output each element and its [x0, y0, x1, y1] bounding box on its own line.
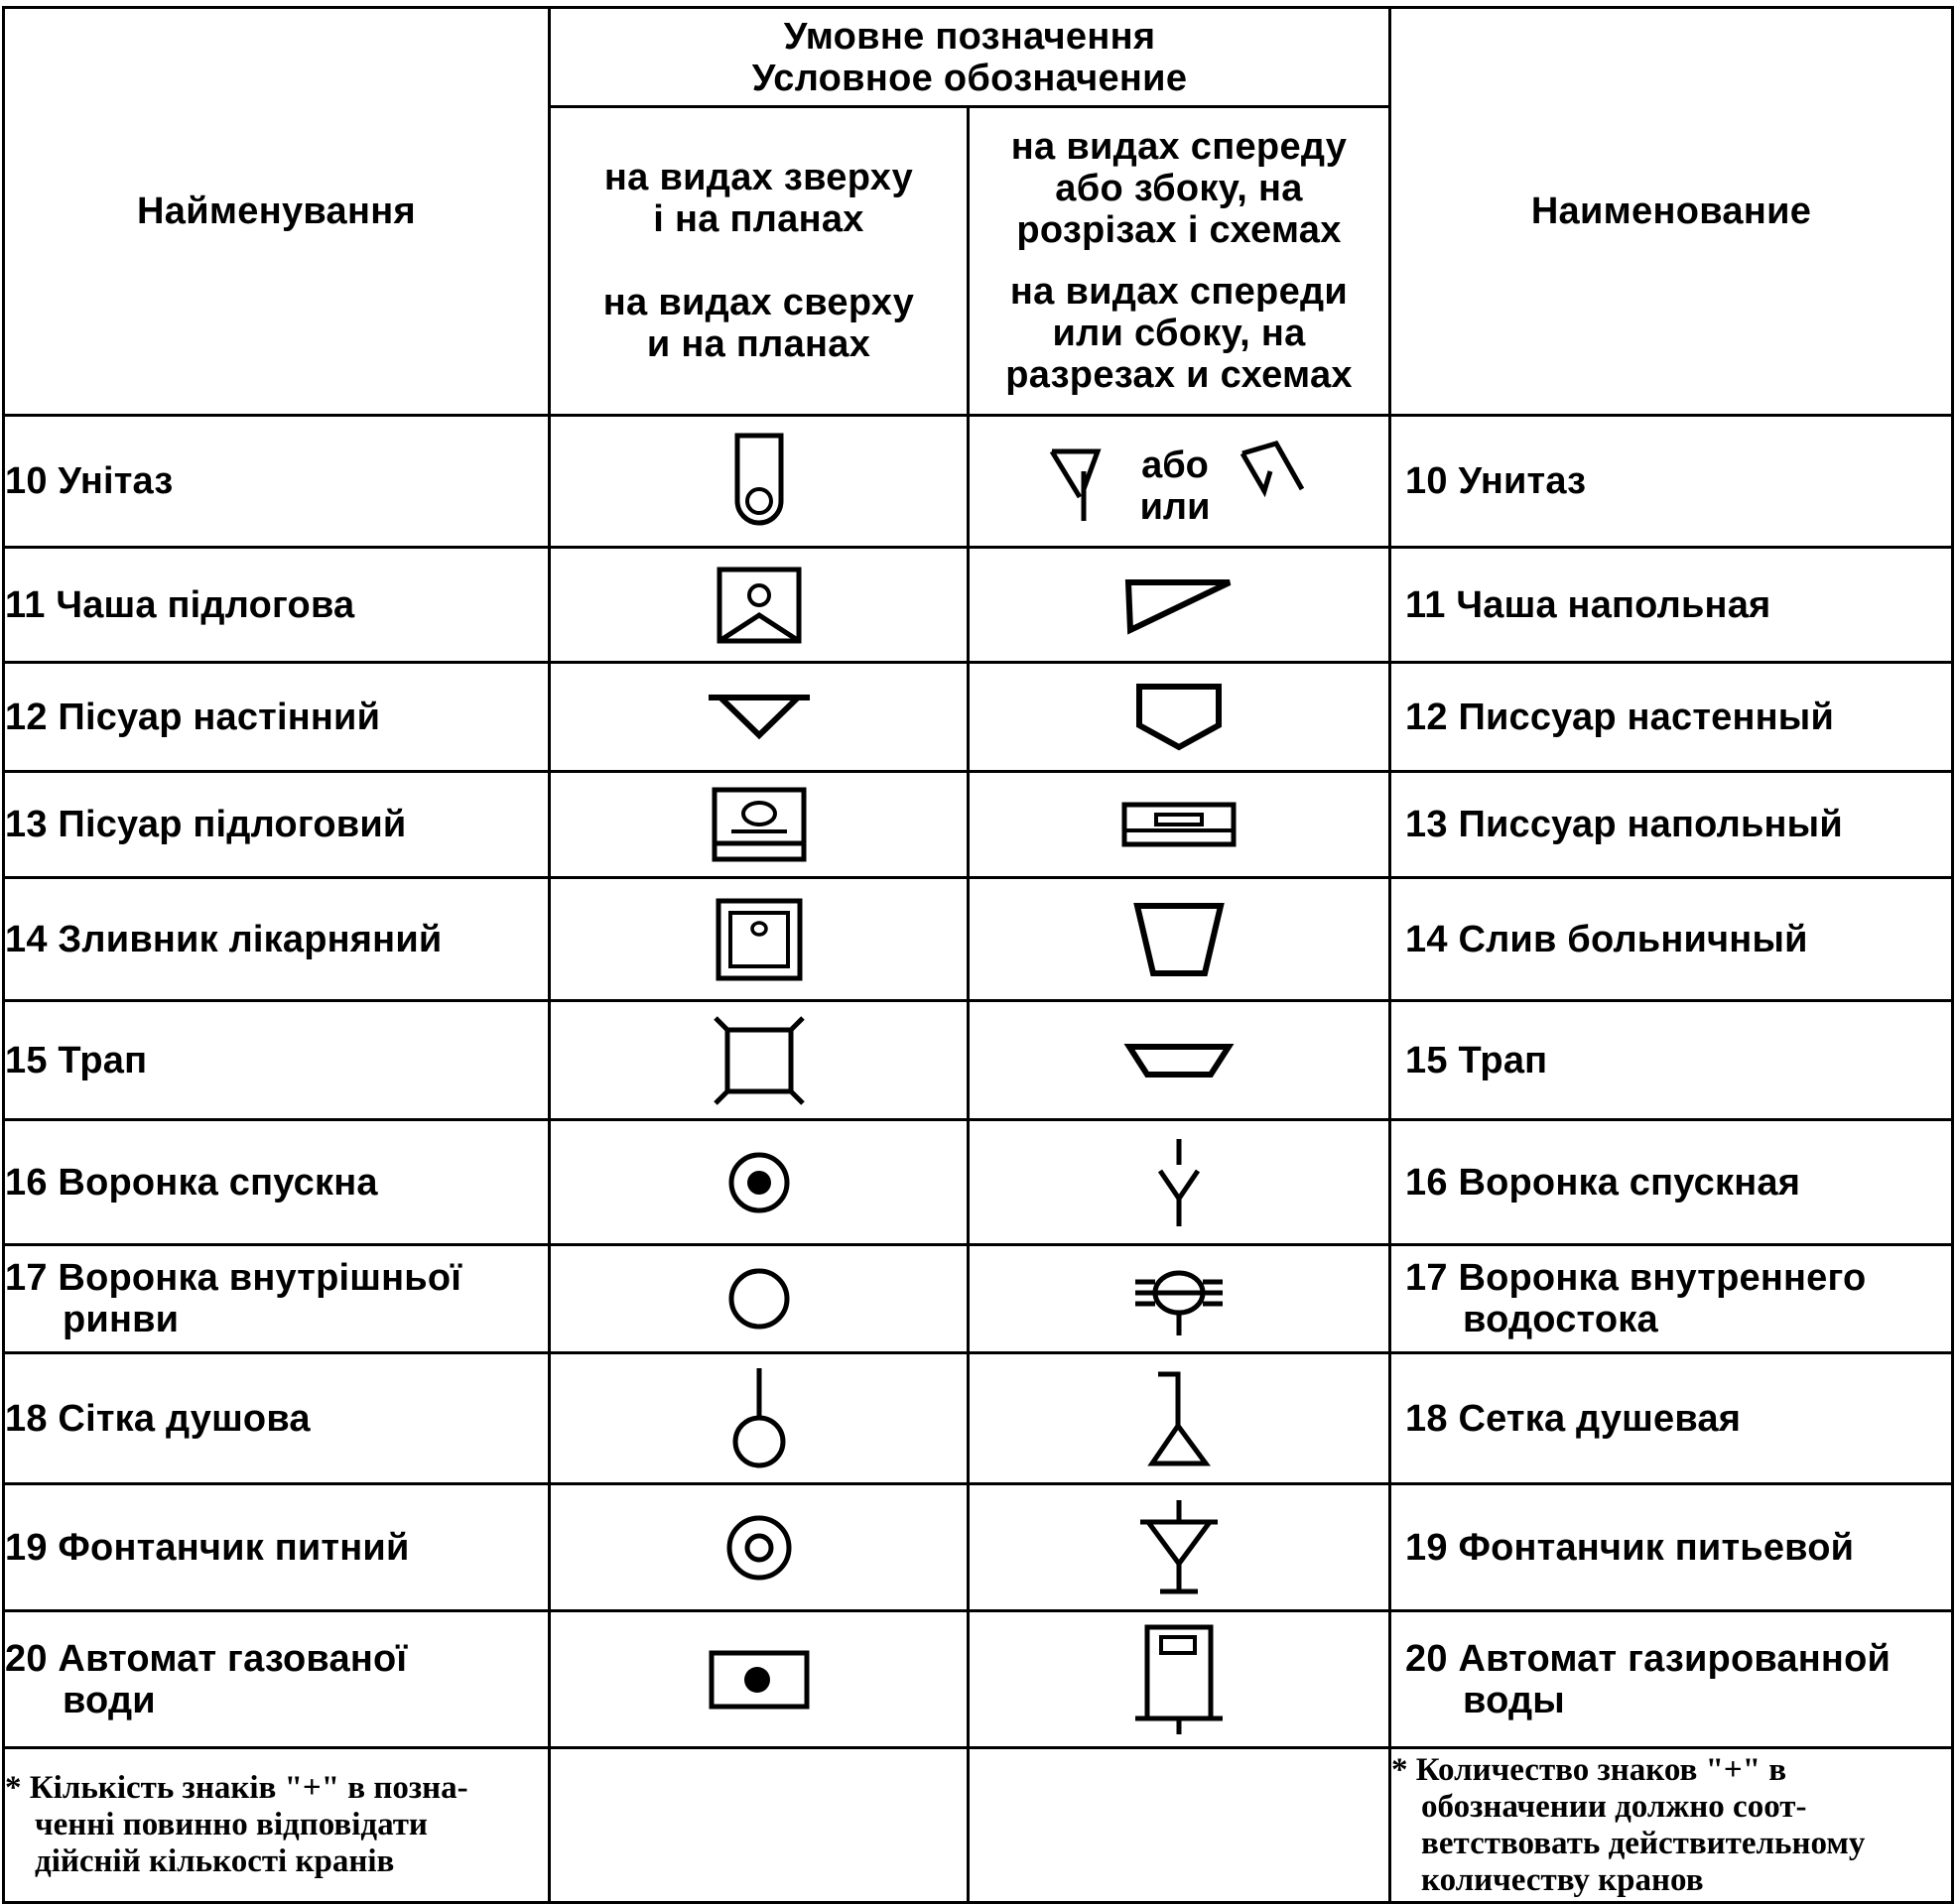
drinking-fountain-front-icon	[1136, 1498, 1222, 1597]
header-top-uk-2: і на планах	[653, 198, 864, 240]
row-name-ru: 11 Чаша напольная	[1390, 548, 1953, 663]
row-symbol-top	[550, 1120, 969, 1245]
header-symbol	[550, 8, 1390, 107]
footnote-ru-line-2: обозначении должно соот-	[1421, 1788, 1807, 1825]
row-name-uk: 14 Зливник лікарняний	[4, 878, 550, 1001]
shower-head-plan-icon	[729, 1366, 789, 1471]
footnote-ru-line-3: ветствовать действительному	[1421, 1825, 1866, 1861]
row-name-ru-line-1: 20 Автомат газированной	[1405, 1637, 1892, 1680]
floor-bowl-front-icon	[1124, 574, 1234, 636]
row-symbol-front	[969, 1120, 1390, 1245]
row-name-uk-line-1: 20 Автомат газованої	[5, 1637, 408, 1680]
row-name-ru: 15 Трап	[1390, 1001, 1953, 1120]
footnote-ru-line-4: количеству кранов	[1421, 1861, 1704, 1898]
header-front-ru-1: на видах спереди	[1009, 271, 1349, 313]
row-symbol-front	[969, 772, 1390, 878]
row-name-uk-line-2: води	[63, 1679, 156, 1721]
row-symbol-front	[969, 1611, 1390, 1748]
header-symbol-ru: Условное обозначение	[751, 57, 1188, 99]
header-front-uk-2: або збоку, на	[1055, 168, 1303, 209]
row-name-ru-line-2: воды	[1463, 1679, 1565, 1721]
plumbing-symbols-table	[2, 6, 1954, 1904]
header-top-view	[550, 107, 969, 416]
header-gap	[551, 240, 967, 282]
floor-urinal-plan-icon	[710, 786, 809, 863]
row-symbol-top	[550, 1001, 969, 1120]
header-front-ru-3: разрезах и схемах	[1005, 354, 1353, 396]
row-name-ru	[1390, 1245, 1953, 1353]
table-row	[4, 1120, 1953, 1245]
row-name-ru: 12 Писсуар настенный	[1390, 663, 1953, 772]
floor-urinal-front-icon	[1120, 801, 1238, 848]
soda-machine-plan-icon	[708, 1649, 811, 1711]
table-row	[4, 1611, 1953, 1748]
header-row-1	[4, 8, 1953, 107]
table-row	[4, 548, 1953, 663]
row-name-uk: 18 Сітка душова	[4, 1353, 550, 1484]
footnote-uk-line-1: * Кількість знаків "+" в позна-	[5, 1770, 468, 1806]
row-symbol-front	[969, 1484, 1390, 1611]
row-name-uk: 10 Унітаз	[4, 416, 550, 548]
row-symbol-top	[550, 416, 969, 548]
footnote-ru-line-1: * Количество знаков "+" в	[1391, 1751, 1787, 1788]
drain-funnel-front-icon	[1154, 1137, 1204, 1228]
header-top-uk-1: на видах зверху	[603, 157, 914, 198]
footnote-uk	[4, 1748, 550, 1903]
row-name-uk: 13 Пісуар підлоговий	[4, 772, 550, 878]
row-symbol-front	[969, 416, 1390, 548]
row-name-uk-line-2: ринви	[63, 1299, 180, 1340]
footnote-empty-cell	[969, 1748, 1390, 1903]
row-symbol-top	[550, 1245, 969, 1353]
row-name-ru-line-2: водостока	[1463, 1299, 1658, 1340]
row-name-ru-line-1: 17 Воронка внутреннего	[1405, 1257, 1867, 1299]
hospital-drain-plan-icon	[715, 897, 804, 982]
header-name-ru: Наименование	[1390, 8, 1953, 416]
toilet-or-uk: або	[1141, 444, 1209, 486]
row-name-uk	[4, 1611, 550, 1748]
soda-machine-front-icon	[1131, 1623, 1227, 1736]
wall-urinal-front-icon	[1134, 682, 1224, 753]
table-row	[4, 663, 1953, 772]
drain-funnel-plan-icon	[724, 1148, 794, 1217]
table-row	[4, 1245, 1953, 1353]
toilet-plan-icon	[729, 432, 789, 531]
row-name-uk: 16 Воронка спускна	[4, 1120, 550, 1245]
drinking-fountain-plan-icon	[723, 1512, 795, 1584]
row-symbol-top	[550, 878, 969, 1001]
table-row	[4, 1353, 1953, 1484]
floor-bowl-plan-icon	[715, 566, 804, 645]
row-symbol-front	[969, 1245, 1390, 1353]
footnote-ru	[1390, 1748, 1953, 1903]
header-top-ru-1: на видах сверху	[602, 282, 915, 323]
row-name-ru: 16 Воронка спускная	[1390, 1120, 1953, 1245]
table-row	[4, 878, 1953, 1001]
row-symbol-top	[550, 1611, 969, 1748]
row-name-ru: 14 Слив больничный	[1390, 878, 1953, 1001]
floor-drain-plan-icon	[714, 1016, 805, 1105]
row-symbol-front	[969, 1353, 1390, 1484]
header-symbol-uk: Умовне позначення	[783, 15, 1156, 58]
row-symbol-top	[550, 1353, 969, 1484]
wall-urinal-plan-icon	[705, 690, 814, 745]
hospital-drain-front-icon	[1133, 900, 1225, 979]
shower-head-front-icon	[1144, 1368, 1214, 1469]
footnote-uk-line-2: ченні повинно відповідати	[35, 1807, 428, 1842]
row-symbol-front	[969, 1001, 1390, 1120]
row-name-ru: 10 Унитаз	[1390, 416, 1953, 548]
floor-drain-front-icon	[1125, 1041, 1233, 1080]
row-name-uk	[4, 1245, 550, 1353]
row-symbol-top	[550, 663, 969, 772]
row-symbol-front	[969, 548, 1390, 663]
row-symbol-front	[969, 878, 1390, 1001]
table-row	[4, 1001, 1953, 1120]
row-symbol-top	[550, 772, 969, 878]
header-front-uk-1: на видах спереду	[1010, 126, 1348, 168]
row-name-uk: 12 Пісуар настінний	[4, 663, 550, 772]
header-front-uk-3: розрізах і схемах	[1016, 209, 1342, 251]
row-name-ru	[1390, 1611, 1953, 1748]
header-gap	[970, 251, 1388, 271]
header-name-uk: Найменування	[4, 8, 550, 416]
row-name-uk-line-1: 17 Воронка внутрішньої	[5, 1257, 462, 1299]
footnote-row	[4, 1748, 1953, 1903]
table-row	[4, 772, 1953, 878]
table-row	[4, 416, 1953, 548]
toilet-front-icon	[1040, 432, 1318, 531]
row-symbol-front	[969, 663, 1390, 772]
roof-drain-plan-icon	[726, 1266, 792, 1332]
roof-drain-front-icon	[1131, 1260, 1227, 1337]
row-symbol-top	[550, 548, 969, 663]
row-name-ru: 19 Фонтанчик питьевой	[1390, 1484, 1953, 1611]
row-name-uk: 19 Фонтанчик питний	[4, 1484, 550, 1611]
table-row	[4, 1484, 1953, 1611]
header-front-ru-2: или сбоку, на	[1052, 313, 1306, 354]
row-name-uk: 15 Трап	[4, 1001, 550, 1120]
row-symbol-top	[550, 1484, 969, 1611]
toilet-or-ru: или	[1139, 486, 1211, 528]
footnote-empty-cell	[550, 1748, 969, 1903]
header-top-ru-2: и на планах	[646, 323, 871, 365]
row-name-ru: 18 Сетка душевая	[1390, 1353, 1953, 1484]
row-name-uk: 11 Чаша підлогова	[4, 548, 550, 663]
row-name-ru: 13 Писсуар напольный	[1390, 772, 1953, 878]
footnote-uk-line-3: дійсній кількості кранів	[35, 1843, 395, 1879]
header-front-view	[969, 107, 1390, 416]
